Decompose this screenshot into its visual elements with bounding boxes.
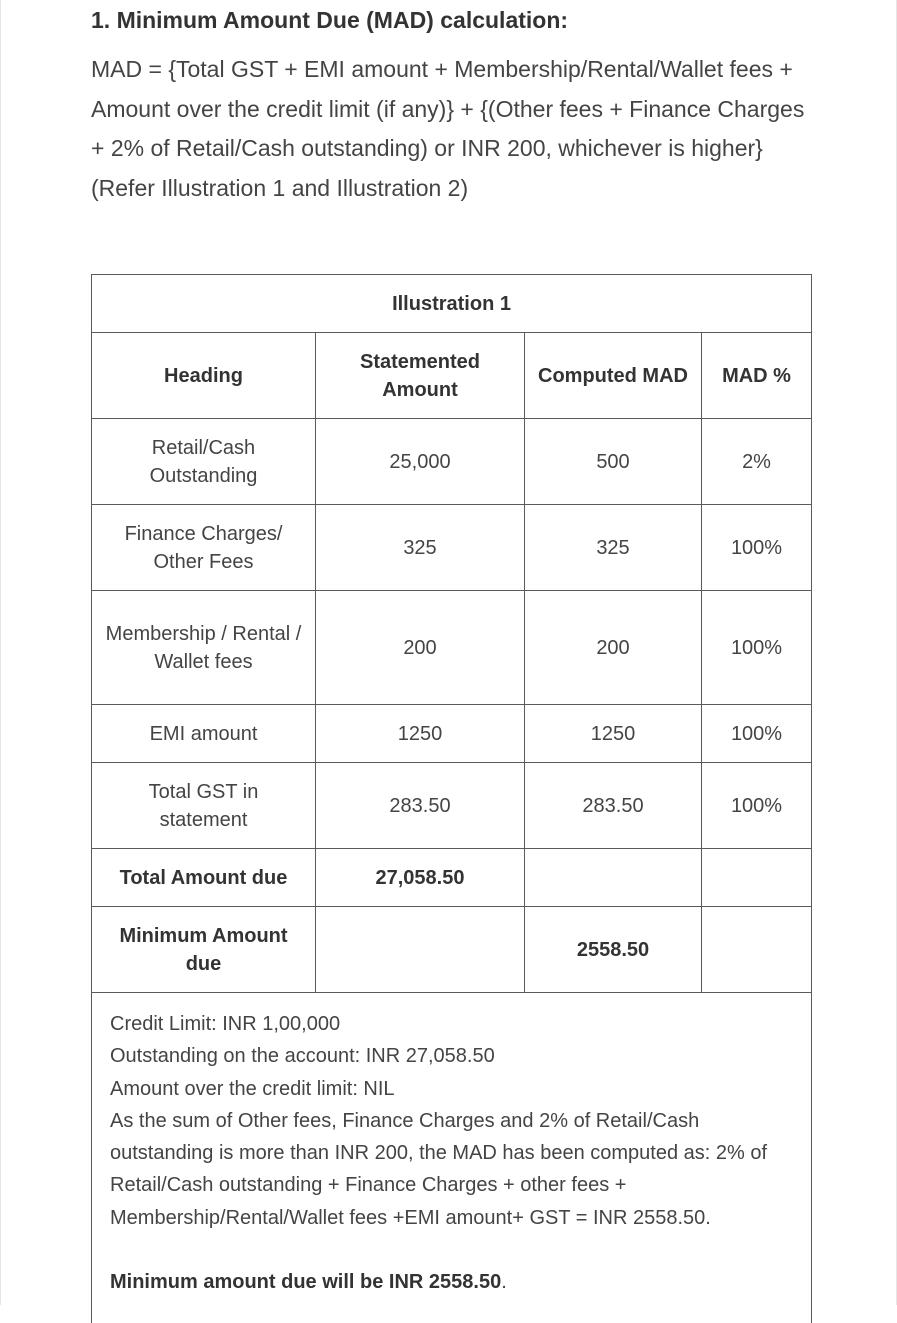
column-header-heading: Heading (92, 333, 316, 419)
outstanding-note: Outstanding on the account: INR 27,058.50 (110, 1045, 495, 1068)
row-percent: 100% (702, 505, 812, 591)
conclusion-text: Minimum amount due will be INR 2558.50 (110, 1271, 502, 1294)
article-content (91, 0, 811, 1294)
row-heading: Total GST in statement (92, 763, 316, 849)
over-limit-note: Amount over the credit limit: NIL (110, 1077, 395, 1100)
table-row (92, 505, 812, 591)
minimum-amount-statemented-empty (316, 907, 525, 993)
row-statemented: 325 (316, 505, 525, 591)
row-percent: 100% (702, 763, 812, 849)
mad-formula (91, 50, 811, 208)
total-amount-value: 27,058.50 (316, 849, 525, 907)
row-percent: 100% (702, 591, 812, 705)
total-amount-percent-empty (702, 849, 812, 907)
table-title: Illustration 1 (92, 275, 812, 333)
notes-cell (92, 993, 812, 1323)
row-computed: 500 (525, 419, 702, 505)
illustration-table (91, 274, 812, 1323)
row-statemented: 1250 (316, 705, 525, 763)
column-header-statemented: Statemented Amount (316, 333, 525, 419)
minimum-amount-label: Minimum Amount due (92, 907, 316, 993)
table-row (92, 705, 812, 763)
row-computed: 283.50 (525, 763, 702, 849)
table-row (92, 763, 812, 849)
explanation-note: As the sum of Other fees, Finance Charges and 2% of Retail/Cash outstanding is more than INR 200, the MAD has been computed as: 2% of Retail/Cash outstanding + Finance Charges + other fees + Membership/Rental/Wallet fees +EMI amount+ GST = INR 2558.50. (110, 1109, 768, 1229)
conclusion-note (110, 1266, 793, 1298)
illustration-reference: (Refer Illustration 1 and Illustration 2) (91, 174, 469, 201)
row-percent: 100% (702, 705, 812, 763)
row-heading: EMI amount (92, 705, 316, 763)
total-amount-label: Total Amount due (92, 849, 316, 907)
section-heading: 1. Minimum Amount Due (MAD) calculation: (91, 7, 569, 33)
table-row (92, 591, 812, 705)
row-statemented: 25,000 (316, 419, 525, 505)
row-statemented: 200 (316, 591, 525, 705)
minimum-amount-row (92, 907, 812, 993)
row-computed: 200 (525, 591, 702, 705)
row-heading: Retail/Cash Outstanding (92, 419, 316, 505)
minimum-amount-percent-empty (702, 907, 812, 993)
table-row (92, 419, 812, 505)
credit-limit-note: Credit Limit: INR 1,00,000 (110, 1013, 341, 1035)
column-header-computed: Computed MAD (525, 333, 702, 419)
row-heading: Finance Charges/ Other Fees (92, 505, 316, 591)
table-title-row (92, 275, 812, 333)
mad-formula-text: MAD = {Total GST + EMI amount + Membership/Rental/Wallet fees + Amount over the credit limit (if any)} + {(Other fees + Finance Charges + 2% of Retail/Cash outstanding) or INR 200, whichever is higher} (91, 56, 805, 162)
row-statemented: 283.50 (316, 763, 525, 849)
notes-row (92, 993, 812, 1323)
note-spacer (110, 1234, 793, 1266)
minimum-amount-value: 2558.50 (525, 907, 702, 993)
row-computed: 325 (525, 505, 702, 591)
row-computed: 1250 (525, 705, 702, 763)
page-edge-left (0, 0, 1, 1305)
total-amount-row (92, 849, 812, 907)
total-amount-computed-empty (525, 849, 702, 907)
table-header-row (92, 333, 812, 419)
row-heading: Membership / Rental / Wallet fees (92, 591, 316, 705)
row-percent: 2% (702, 419, 812, 505)
conclusion-period: . (501, 1271, 507, 1294)
column-header-percent: MAD % (702, 333, 812, 419)
